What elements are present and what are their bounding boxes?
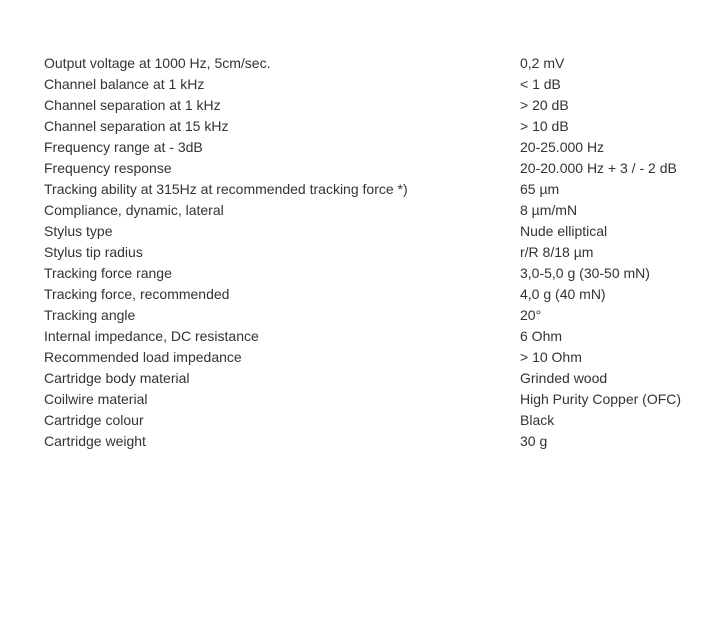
spec-label: Frequency range at - 3dB: [44, 139, 203, 155]
spec-row: [44, 410, 704, 431]
spec-row: [44, 263, 704, 284]
spec-table: [44, 53, 704, 452]
spec-value: < 1 dB: [520, 76, 561, 92]
spec-label: Coilwire material: [44, 391, 148, 407]
spec-value: 20°: [520, 307, 542, 323]
spec-label: Compliance, dynamic, lateral: [44, 202, 224, 218]
spec-label: Internal impedance, DC resistance: [44, 328, 259, 344]
spec-value: 20-25.000 Hz: [520, 139, 605, 155]
spec-row: [44, 53, 704, 74]
spec-label: Tracking angle: [44, 307, 136, 323]
spec-value: 6 Ohm: [520, 328, 563, 344]
spec-row: [44, 158, 704, 179]
spec-row: [44, 179, 704, 200]
spec-row: [44, 74, 704, 95]
spec-label: Output voltage at 1000 Hz, 5cm/sec.: [44, 55, 271, 71]
spec-label: Channel balance at 1 kHz: [44, 76, 205, 92]
spec-row: [44, 368, 704, 389]
spec-row: [44, 284, 704, 305]
spec-label: Recommended load impedance: [44, 349, 242, 365]
spec-label: Tracking force, recommended: [44, 286, 230, 302]
spec-value: 20-20.000 Hz + 3 / - 2 dB: [520, 160, 677, 176]
spec-label: Cartridge weight: [44, 433, 146, 449]
spec-value: Black: [520, 412, 555, 428]
spec-row: [44, 326, 704, 347]
spec-row: [44, 137, 704, 158]
spec-value: > 10 Ohm: [520, 349, 582, 365]
spec-row: [44, 116, 704, 137]
spec-label: Channel separation at 15 kHz: [44, 118, 229, 134]
spec-row: [44, 95, 704, 116]
spec-label: Stylus tip radius: [44, 244, 143, 260]
spec-label: Channel separation at 1 kHz: [44, 97, 221, 113]
spec-row: [44, 431, 704, 452]
spec-value: Grinded wood: [520, 370, 608, 386]
spec-row: [44, 305, 704, 326]
spec-label: Tracking ability at 315Hz at recommended tracking force *): [44, 181, 408, 197]
spec-value: 0,2 mV: [520, 55, 565, 71]
spec-value: 3,0-5,0 g (30-50 mN): [520, 265, 650, 281]
spec-value: 8 µm/mN: [520, 202, 578, 218]
spec-value: 65 µm: [520, 181, 560, 197]
spec-value: High Purity Copper (OFC): [520, 391, 682, 407]
spec-row: [44, 242, 704, 263]
spec-value: > 10 dB: [520, 118, 569, 134]
spec-row: [44, 221, 704, 242]
spec-value: > 20 dB: [520, 97, 569, 113]
spec-label: Stylus type: [44, 223, 113, 239]
spec-label: Tracking force range: [44, 265, 172, 281]
spec-label: Frequency response: [44, 160, 172, 176]
spec-label: Cartridge body material: [44, 370, 190, 386]
spec-value: r/R 8/18 µm: [520, 244, 594, 260]
spec-value: 4,0 g (40 mN): [520, 286, 606, 302]
spec-value: 30 g: [520, 433, 548, 449]
spec-row: [44, 200, 704, 221]
spec-label: Cartridge colour: [44, 412, 144, 428]
spec-value: Nude elliptical: [520, 223, 608, 239]
spec-row: [44, 347, 704, 368]
spec-row: [44, 389, 704, 410]
